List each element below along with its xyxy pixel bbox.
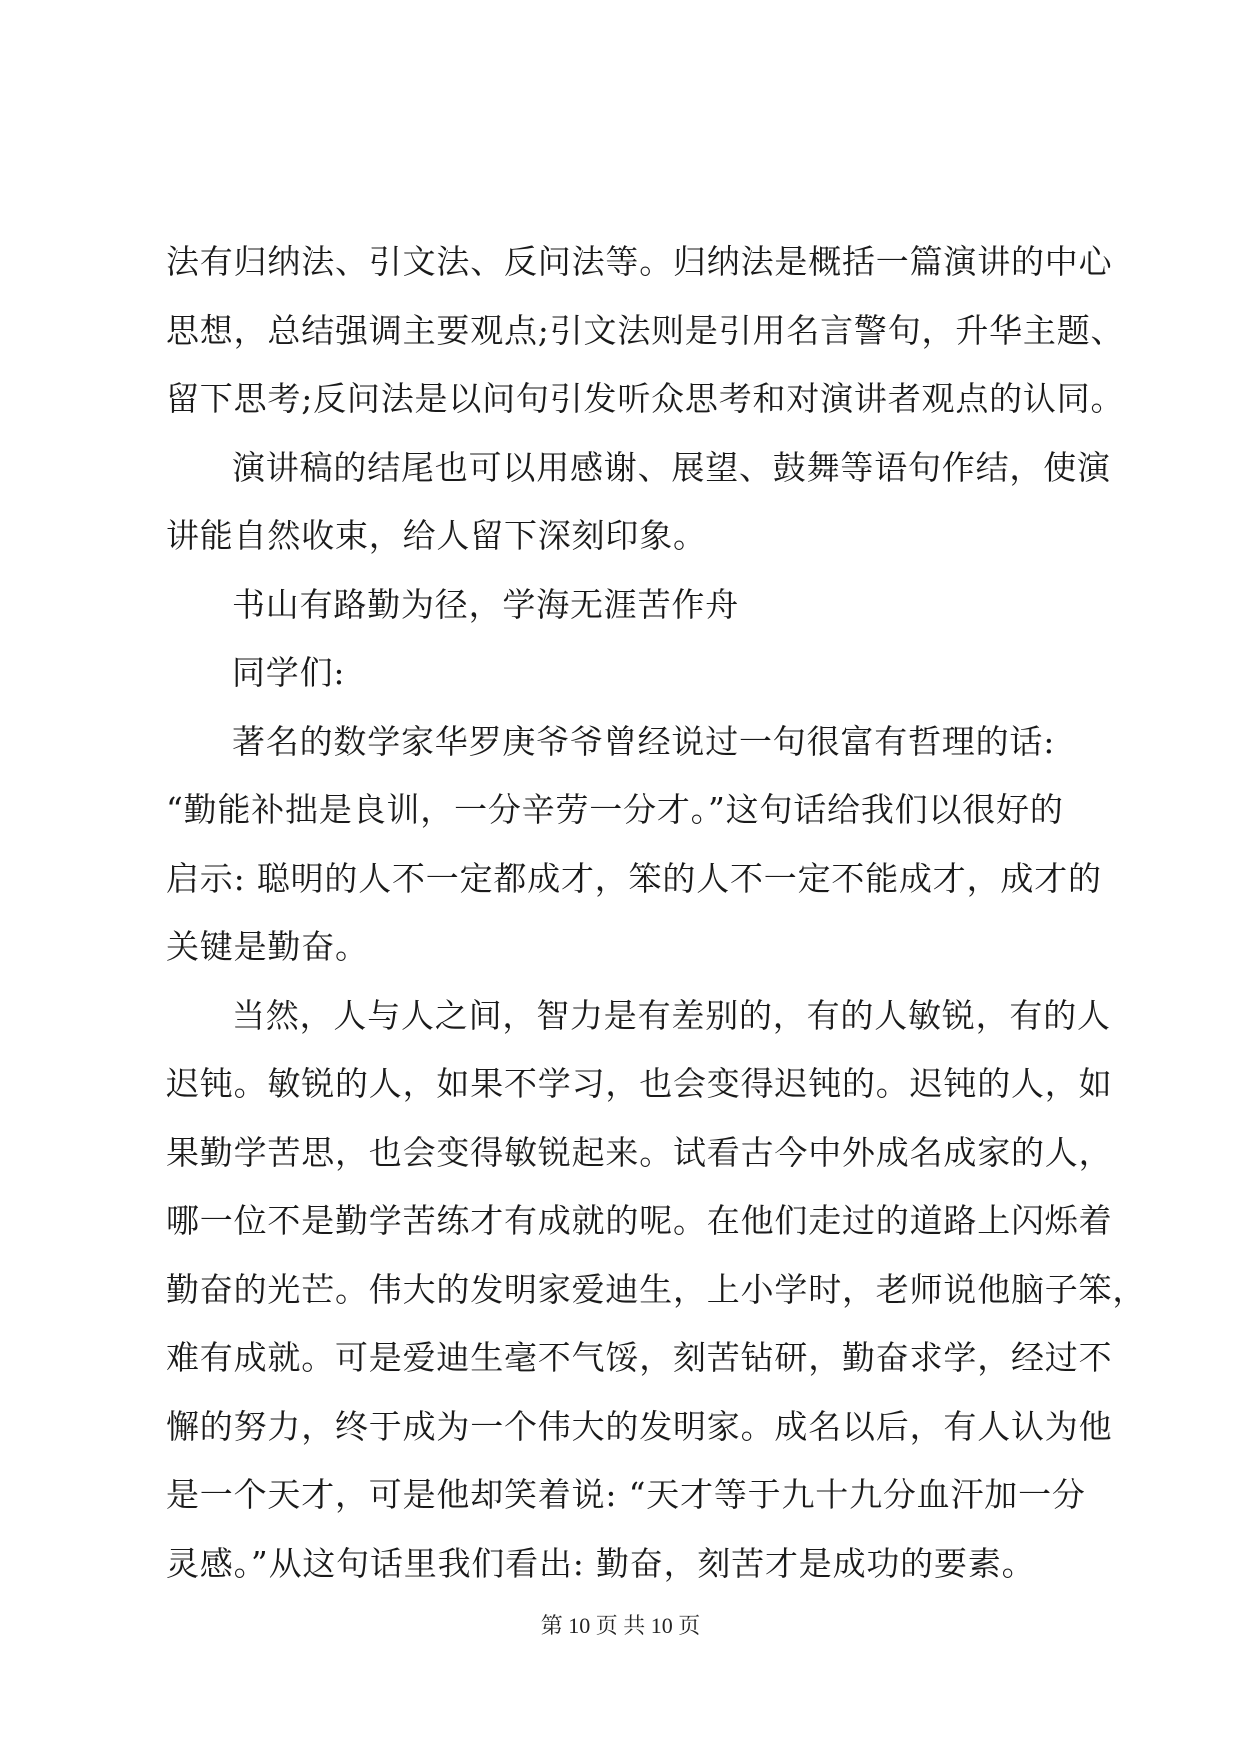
document-body bbox=[166, 228, 1147, 1598]
text-line: 是一个天才，可是他却笑着说: “天才等于九十九分血汗加一分 bbox=[166, 1475, 1086, 1514]
paragraph-start-line: 演讲稿的结尾也可以用感谢、展望、鼓舞等语句作结，使演 bbox=[232, 447, 1111, 487]
text-line: 关键是勤奋。 bbox=[166, 927, 369, 966]
paragraph-start-line: 当然，人与人之间，智力是有差别的，有的人敏锐，有的人 bbox=[232, 995, 1111, 1035]
page-number-footer: 第 10 页 共 10 页 bbox=[540, 1613, 701, 1638]
text-line: 果勤学苦思，也会变得敏锐起来。试看古今中外成名成家的人， bbox=[166, 1132, 1113, 1172]
text-line: 启示: 聪明的人不一定都成才，笨的人不一定不能成才，成才的 bbox=[166, 858, 1102, 898]
text-line: 迟钝。敏锐的人，如果不学习，也会变得迟钝的。迟钝的人，如 bbox=[166, 1064, 1113, 1103]
text-line: 哪一位不是勤学苦练才有成就的呢。在他们走过的道路上闪烁着 bbox=[166, 1201, 1113, 1240]
paragraph-start-line: 著名的数学家华罗庚爷爷曾经说过一句很富有哲理的话: bbox=[232, 721, 1056, 761]
text-line: 留下思考;反问法是以问句引发听众思考和对演讲者观点的认同。 bbox=[166, 379, 1125, 418]
text-line: 灵感。”从这句话里我们看出: 勤奋，刻苦才是成功的要素。 bbox=[166, 1543, 1036, 1583]
speech-title: 书山有路勤为径，学海无涯苦作舟 bbox=[232, 584, 739, 624]
text-line: 懈的努力，终于成为一个伟大的发明家。成名以后，有人认为他 bbox=[166, 1406, 1113, 1446]
text-line: 勤奋的光芒。伟大的发明家爱迪生，上小学时，老师说他脑子笨， bbox=[166, 1269, 1147, 1309]
salutation: 同学们: bbox=[232, 653, 346, 692]
text-line: 法有归纳法、引文法、反问法等。归纳法是概括一篇演讲的中心 bbox=[166, 242, 1113, 281]
text-line: 讲能自然收束，给人留下深刻印象。 bbox=[166, 516, 707, 555]
text-line: 思想，总结强调主要观点;引文法则是引用名言警句，升华主题、 bbox=[166, 310, 1125, 350]
text-line: 难有成就。可是爱迪生毫不气馁，刻苦钻研，勤奋求学，经过不 bbox=[166, 1338, 1113, 1377]
text-line: “勤能补拙是良训，一分辛劳一分才。”这句话给我们以很好的 bbox=[166, 790, 1064, 829]
